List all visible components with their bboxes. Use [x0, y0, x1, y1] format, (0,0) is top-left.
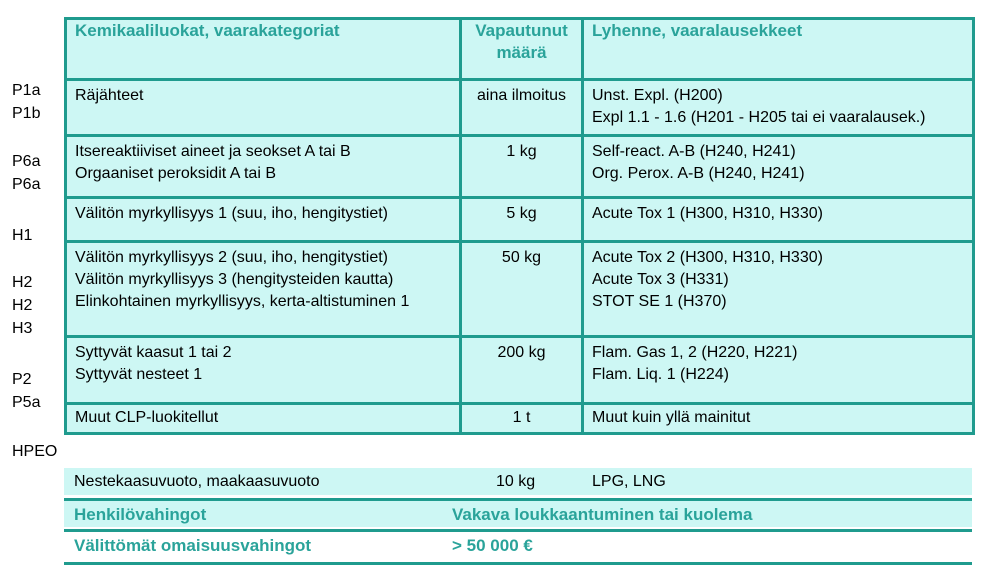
- gas-leak-name: Nestekaasuvuoto, maakaasuvuoto: [74, 473, 320, 490]
- released-amount: 1 t: [461, 404, 583, 434]
- category-names: [66, 136, 461, 198]
- abbreviation: STOT SE 1 (H370): [592, 293, 727, 310]
- gas-leak-row: [64, 468, 972, 495]
- abbreviations: [583, 136, 974, 198]
- header-amount-line2: määrä: [496, 43, 547, 62]
- personal-injury-value: Vakava loukkaantuminen tai kuolema: [452, 505, 753, 524]
- header-abbreviations: Lyhenne, vaaralausekkeet: [583, 19, 974, 80]
- abbreviation: Acute Tox 1 (H300, H310, H330): [592, 205, 823, 222]
- released-amount: 1 kg: [461, 136, 583, 198]
- released-amount: 5 kg: [461, 198, 583, 242]
- code: P6a: [12, 176, 41, 193]
- header-row: [66, 19, 974, 80]
- personal-injury-label: Henkilövahingot: [74, 505, 207, 524]
- abbreviation: Flam. Gas 1, 2 (H220, H221): [592, 344, 798, 361]
- property-damage-label: Välittömät omaisuusvahingot: [74, 536, 312, 555]
- category-name: Elinkohtainen myrkyllisyys, kerta-altistuminen 1: [75, 293, 410, 310]
- abbreviations: [583, 80, 974, 136]
- gas-leak-amount: 10 kg: [496, 473, 536, 490]
- code: P5a: [12, 394, 41, 411]
- abbreviations: [583, 404, 974, 434]
- code: H1: [12, 227, 33, 244]
- category-name: Välitön myrkyllisyys 3 (hengitysteiden kautta): [75, 271, 394, 288]
- hazard-table: [64, 17, 975, 435]
- table-row: [66, 337, 974, 404]
- abbreviation: Acute Tox 3 (H331): [592, 271, 729, 288]
- gas-leak-abbrev: LPG, LNG: [592, 473, 666, 490]
- abbreviations: [583, 242, 974, 337]
- released-amount: aina ilmoitus: [461, 80, 583, 136]
- abbreviation: Muut kuin yllä mainitut: [592, 409, 751, 426]
- code: P1a: [12, 82, 41, 99]
- category-name: Välitön myrkyllisyys 1 (suu, iho, hengitystiet): [75, 205, 388, 222]
- category-name: Muut CLP-luokitellut: [75, 409, 219, 426]
- personal-injury-row: [64, 498, 972, 527]
- category-names: [66, 242, 461, 337]
- category-names: [66, 404, 461, 434]
- table-row: [66, 80, 974, 136]
- category-name: Räjähteet: [75, 87, 144, 104]
- code: P2: [12, 371, 32, 388]
- code: H3: [12, 320, 33, 337]
- code: P6a: [12, 153, 41, 170]
- abbreviations: [583, 198, 974, 242]
- abbreviation: Flam. Liq. 1 (H224): [592, 366, 729, 383]
- header-amount: [461, 19, 583, 80]
- abbreviation: Expl 1.1 - 1.6 (H201 - H205 tai ei vaaralausek.): [592, 109, 926, 126]
- table-row: [66, 242, 974, 337]
- category-name: Itsereaktiiviset aineet ja seokset A tai B: [75, 143, 351, 160]
- header-categories: Kemikaaliluokat, vaarakategoriat: [66, 19, 461, 80]
- table-row: [66, 198, 974, 242]
- property-damage-row: [64, 529, 972, 565]
- category-name: Välitön myrkyllisyys 2 (suu, iho, hengitystiet): [75, 249, 388, 266]
- header-amount-line1: Vapautunut: [475, 21, 568, 40]
- table-row: [66, 136, 974, 198]
- category-names: [66, 337, 461, 404]
- code: H2: [12, 274, 33, 291]
- category-name: Orgaaniset peroksidit A tai B: [75, 165, 276, 182]
- abbreviations: [583, 337, 974, 404]
- category-names: [66, 198, 461, 242]
- code: HPEO: [12, 443, 58, 460]
- category-name: Syttyvät nesteet 1: [75, 366, 203, 383]
- code: P1b: [12, 105, 41, 122]
- abbreviation: Self-react. A-B (H240, H241): [592, 143, 796, 160]
- abbreviation: Org. Perox. A-B (H240, H241): [592, 165, 805, 182]
- category-names: [66, 80, 461, 136]
- abbreviation: Acute Tox 2 (H300, H310, H330): [592, 249, 823, 266]
- code: H2: [12, 297, 33, 314]
- category-name: Syttyvät kaasut 1 tai 2: [75, 344, 232, 361]
- property-damage-value: > 50 000 €: [452, 536, 533, 555]
- released-amount: 200 kg: [461, 337, 583, 404]
- table-row: [66, 404, 974, 434]
- released-amount: 50 kg: [461, 242, 583, 337]
- abbreviation: Unst. Expl. (H200): [592, 87, 723, 104]
